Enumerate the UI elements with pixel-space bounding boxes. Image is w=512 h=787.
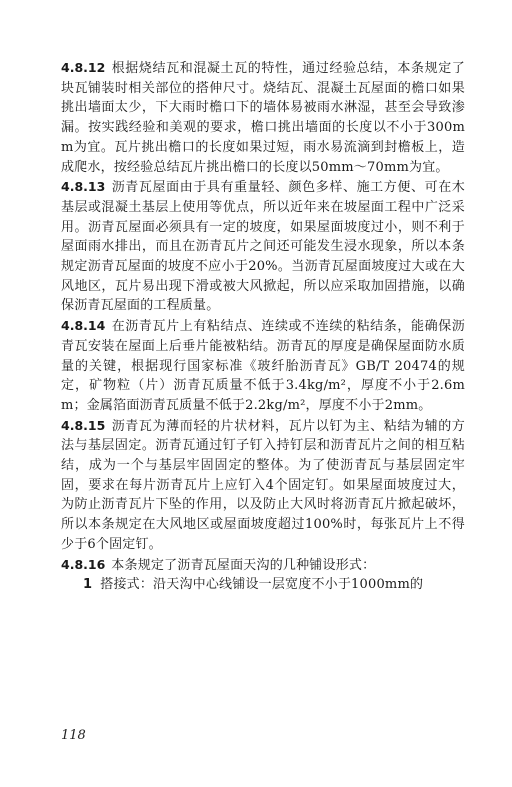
section-4-8-13 [61,177,465,316]
list-item-text: 搭接式：沿天沟中心线铺设一层宽度不小于1000mm的 [100,577,424,593]
section-number: 4.8.15 [61,417,106,433]
list-item [61,575,465,595]
section-4-8-15 [61,416,465,555]
section-4-8-16 [61,555,465,576]
section-text: 根据烧结瓦和混凝土瓦的特性，通过经验总结，本条规定了块瓦铺装时相关部位的搭伸尺寸。烧结瓦、混凝土瓦屋面的檐口如果挑出墙面太少，下大雨时檐口下的墙体易被雨水淋湿，甚至会导致渗漏。按实践经验和美观的要求，檐口挑出墙面的长度以不小于300mm为宜。瓦片挑出檐口的长度如果过短，雨水易流滴到封檐板上，造成爬水，按经验总结瓦片挑出檐口的长度以50mm～70mm为宜。 [61,61,465,175]
page-number: 118 [61,728,86,743]
section-text: 本条规定了沥青瓦屋面天沟的几种铺设形式： [111,557,376,573]
section-number: 4.8.14 [61,318,106,334]
section-text: 在沥青瓦片上有粘结点、连续或不连续的粘结条，能确保沥青瓦安装在屋面上后垂片能被粘结。沥青瓦的厚度是确保屋面防水质量的关键，根据现行国家标准《玻纤胎沥青瓦》GB/T 20474的规定，矿物粒（片）沥青瓦质量不低于3.4kg/m²，厚度不小于2.6mm；金属箔面沥青瓦质量不低于2.2kg/m²，厚度不小于2mm。 [61,319,465,413]
section-number: 4.8.13 [61,179,106,195]
section-4-8-12 [61,58,465,177]
section-number: 4.8.16 [61,556,106,572]
list-item-number: 1 [83,577,93,593]
section-4-8-14 [61,316,465,416]
document-body [61,58,465,595]
section-text: 沥青瓦为薄而轻的片状材料，瓦片以钉为主、粘结为辅的方法与基层固定。沥青瓦通过钉子钉入持钉层和沥青瓦片之间的相互粘结，成为一个与基层牢固固定的整体。为了使沥青瓦与基层固定牢固，要求在每片沥青瓦片上应钉入4个固定钉。如果屋面坡度过大，为防止沥青瓦片下坠的作用，以及防止大风时将沥青瓦片掀起破坏，所以本条规定在大风地区或屋面坡度超过100%时，每张瓦片上不得少于6个固定钉。 [61,418,465,552]
section-text: 沥青瓦屋面由于具有重量轻、颜色多样、施工方便、可在木基层或混凝土基层上使用等优点，所以近年来在坡屋面工程中广泛采用。沥青瓦屋面必须具有一定的坡度，如果屋面坡度过小，则不利于屋面雨水排出，而且在沥青瓦片之间还可能发生浸水现象，所以本条规定沥青瓦屋面的坡度不应小于20%。当沥青瓦屋面坡度过大或在大风地区，瓦片易出现下滑或被大风掀起，所以应采取加固措施，以确保沥青瓦屋面的工程质量。 [61,180,465,314]
section-number: 4.8.12 [61,60,106,75]
